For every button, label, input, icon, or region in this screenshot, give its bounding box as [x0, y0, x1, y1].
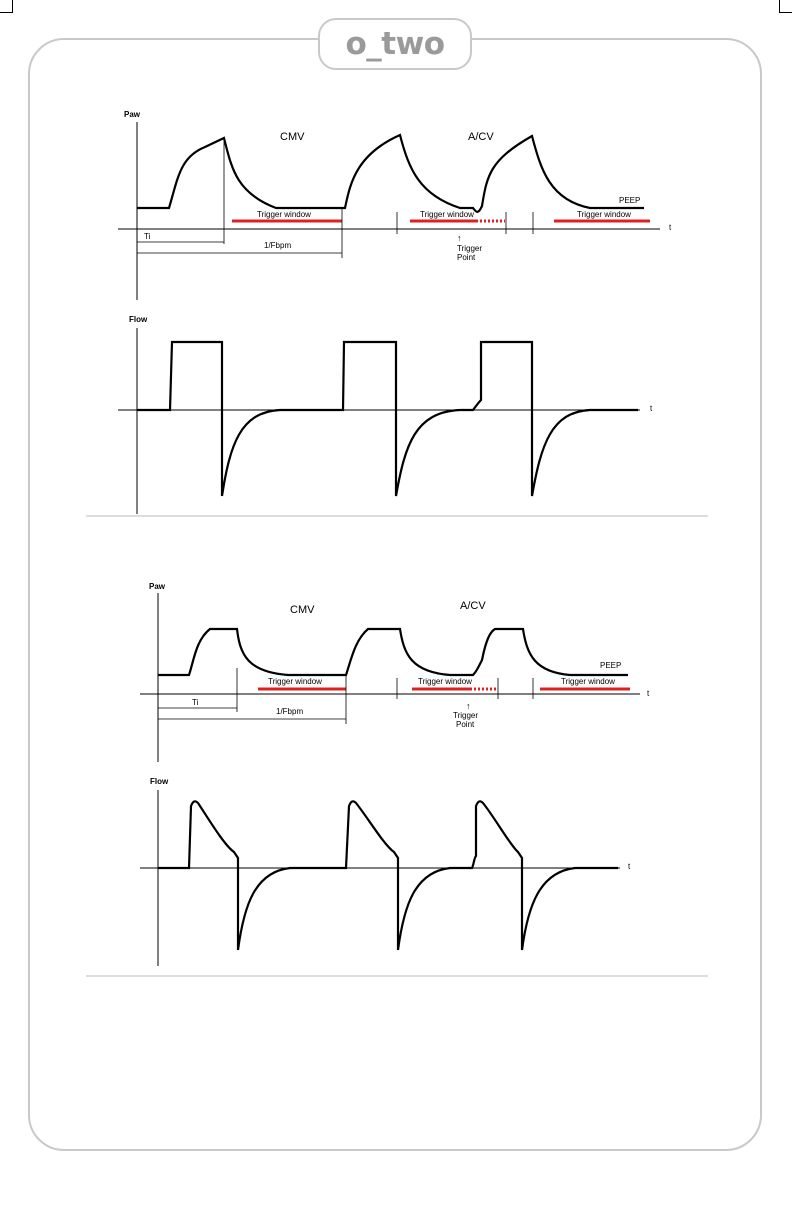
bottom-trigger-point-line1: Trigger [453, 711, 479, 720]
bottom-pressure-y-label: Paw [149, 582, 166, 591]
bottom-trigger-window-2-label: Trigger window [418, 677, 472, 686]
top-pressure-x-label: t [669, 223, 672, 232]
top-pressure-y-label: Paw [124, 110, 141, 119]
bottom-ti-label: Ti [192, 698, 199, 707]
bottom-trigger-window-2 [397, 677, 498, 699]
top-flow-y-label: Flow [129, 315, 148, 324]
top-trigger-window-2 [397, 210, 506, 234]
top-flow-trace [137, 342, 638, 496]
top-mode-acv: A/CV [468, 131, 494, 143]
bottom-trigger-point-arrow: ↑ [466, 701, 471, 711]
bottom-trigger-point-line2: Point [456, 720, 475, 729]
bottom-flow-trace [158, 801, 618, 950]
top-period-label: 1/Fbpm [264, 241, 292, 250]
top-flow-plot [118, 315, 653, 514]
top-trigger-window-3 [533, 210, 650, 234]
bottom-trigger-point-annotation [453, 701, 478, 729]
top-pressure-plot [118, 110, 672, 300]
bottom-mode-acv: A/CV [460, 600, 486, 612]
top-trigger-point-annotation [457, 233, 482, 262]
top-pressure-trace [137, 135, 644, 212]
bottom-pressure-trace [158, 629, 628, 675]
top-ti-label: Ti [144, 232, 151, 241]
top-ti-dimension [137, 138, 224, 244]
top-trigger-window-1 [232, 210, 342, 221]
bottom-ti-dimension [158, 698, 237, 712]
brand-logo: o_two [345, 26, 445, 62]
top-trigger-window-1-label: Trigger window [257, 210, 311, 219]
top-trigger-point-arrow: ↑ [457, 233, 462, 243]
top-flow-x-label: t [650, 404, 653, 413]
bottom-trigger-window-1-label: Trigger window [268, 677, 322, 686]
bottom-flow-y-label: Flow [150, 777, 169, 786]
bottom-pressure-x-label: t [647, 689, 650, 698]
top-trigger-window-3-label: Trigger window [577, 210, 631, 219]
bottom-period-label: 1/Fbpm [276, 707, 304, 716]
top-period-dimension [137, 208, 342, 258]
bottom-flow-plot [140, 777, 631, 966]
bottom-trigger-window-3 [533, 677, 630, 699]
bottom-peep-label: PEEP [600, 661, 622, 670]
bottom-flow-x-label: t [628, 862, 631, 871]
top-peep-label: PEEP [619, 196, 641, 205]
top-mode-cmv: CMV [280, 131, 305, 143]
bottom-mode-cmv: CMV [290, 604, 315, 616]
bottom-pressure-plot [140, 582, 650, 762]
top-trigger-window-2-label: Trigger window [420, 210, 474, 219]
top-trigger-point-line2: Point [457, 253, 476, 262]
top-trigger-point-line1: Trigger [457, 244, 483, 253]
bottom-trigger-window-3-label: Trigger window [561, 677, 615, 686]
